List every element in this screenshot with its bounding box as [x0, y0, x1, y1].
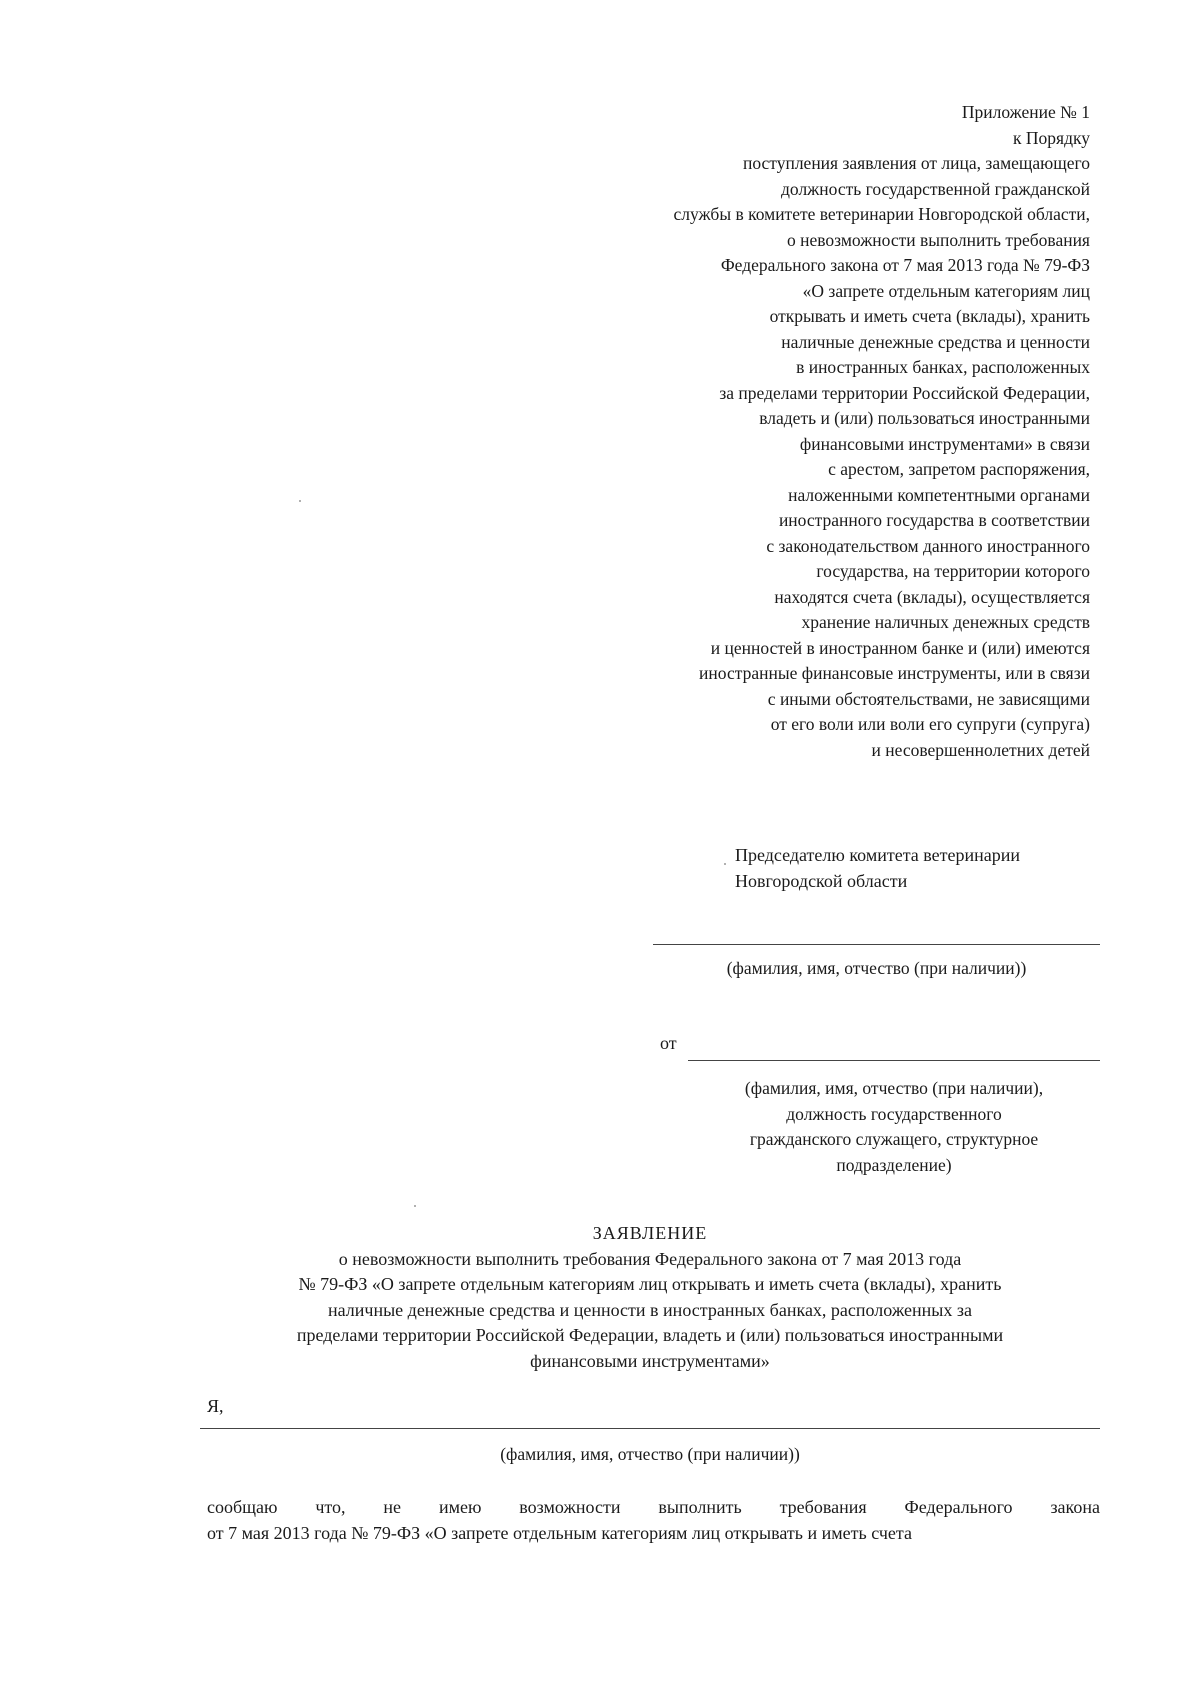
appendix-line: за пределами территории Российской Федерации, [719, 382, 1090, 403]
appendix-line: к Порядку [1013, 127, 1090, 148]
addressee-block [735, 842, 1095, 894]
appendix-line: находятся счета (вклады), осуществляется [774, 586, 1090, 607]
declarant-prefix: Я, [207, 1396, 224, 1416]
appendix-line: наличные денежные средства и ценности [781, 331, 1090, 352]
statement-title: ЗАЯВЛЕНИЕ [592, 1223, 708, 1243]
appendix-line: Приложение № 1 [961, 102, 1090, 122]
appendix-line: о невозможности выполнить требования [787, 229, 1090, 250]
statement-subtitle-line: № 79-ФЗ «О запрете отдельным категориям лиц открывать и иметь счета (вклады), хранить [298, 1274, 1002, 1294]
appendix-line: Федерального закона от 7 мая 2013 года № 79-ФЗ [720, 255, 1090, 275]
chairman-name-blank-line [653, 944, 1100, 945]
appendix-line: открывать и иметь счета (вклады), хранить [769, 306, 1090, 326]
addressee-line: Новгородской области [735, 871, 908, 891]
appendix-line: поступления заявления от лица, замещающего [742, 153, 1090, 173]
appendix-line: государства, на территории которого [816, 561, 1090, 581]
statement-subtitle-line: о невозможности выполнить требования Федерального закона от 7 мая 2013 года [338, 1248, 962, 1269]
appendix-line: службы в комитете ветеринарии Новгородской области, [673, 204, 1090, 224]
appendix-line: иностранного государства в соответствии [778, 510, 1090, 530]
scan-speck [299, 500, 301, 502]
statement-body [207, 1494, 1100, 1546]
appendix-line: от его воли или воли его супруги (супруга) [770, 714, 1090, 734]
declarant-name-blank-line [200, 1428, 1100, 1429]
from-label: от [660, 1033, 677, 1053]
statement-subtitle-line: наличные денежные средства и ценности в иностранных банках, расположенных за [328, 1299, 972, 1320]
chairman-name-caption: (фамилия, имя, отчество (при наличии)) [726, 958, 1027, 978]
appendix-line: финансовыми инструментами» в связи [799, 433, 1090, 454]
statement-subtitle-line: пределами территории Российской Федерации, владеть и (или) пользоваться иностранными [296, 1325, 1004, 1345]
appendix-line: и ценностей в иностранном банке и (или) имеются [710, 637, 1090, 658]
appendix-line: владеть и (или) пользоваться иностранными [759, 408, 1090, 428]
appendix-line: наложенными компетентными органами [788, 484, 1090, 505]
appendix-header [470, 100, 1090, 763]
sender-caption-line: должность государственного [786, 1103, 1002, 1124]
appendix-line: «О запрете отдельным категориям лиц [802, 280, 1090, 301]
declarant-name-caption: (фамилия, имя, отчество (при наличии)) [500, 1444, 800, 1464]
scan-speck [414, 1205, 416, 1207]
sender-blank-line [688, 1060, 1100, 1061]
appendix-line: иностранные финансовые инструменты, или в связи [699, 663, 1090, 683]
sender-caption-line: гражданского служащего, структурное [749, 1129, 1039, 1149]
statement-heading [200, 1221, 1100, 1374]
sender-caption-line: (фамилия, имя, отчество (при наличии), [744, 1078, 1044, 1098]
appendix-line: хранение наличных денежных средств [801, 612, 1090, 632]
appendix-line: в иностранных банках, расположенных [796, 357, 1090, 377]
sender-caption [688, 1076, 1100, 1178]
appendix-line: и несовершеннолетних детей [871, 739, 1090, 760]
appendix-line: с арестом, запретом распоряжения, [828, 459, 1090, 479]
addressee-line: Председателю комитета ветеринарии [735, 845, 1021, 865]
appendix-line: должность государственной гражданской [781, 178, 1090, 199]
appendix-line: с законодательством данного иностранного [766, 535, 1090, 556]
body-line: от 7 мая 2013 года № 79-ФЗ «О запрете отдельным категориям лиц открывать и иметь счета [207, 1523, 912, 1543]
body-line: сообщаю что, не имею возможности выполнить требования Федерального закона [207, 1497, 1100, 1517]
appendix-line: с иными обстоятельствами, не зависящими [767, 688, 1090, 709]
scan-speck [724, 863, 726, 865]
sender-caption-line: подразделение) [836, 1154, 952, 1175]
statement-subtitle-line: финансовыми инструментами» [530, 1350, 770, 1371]
